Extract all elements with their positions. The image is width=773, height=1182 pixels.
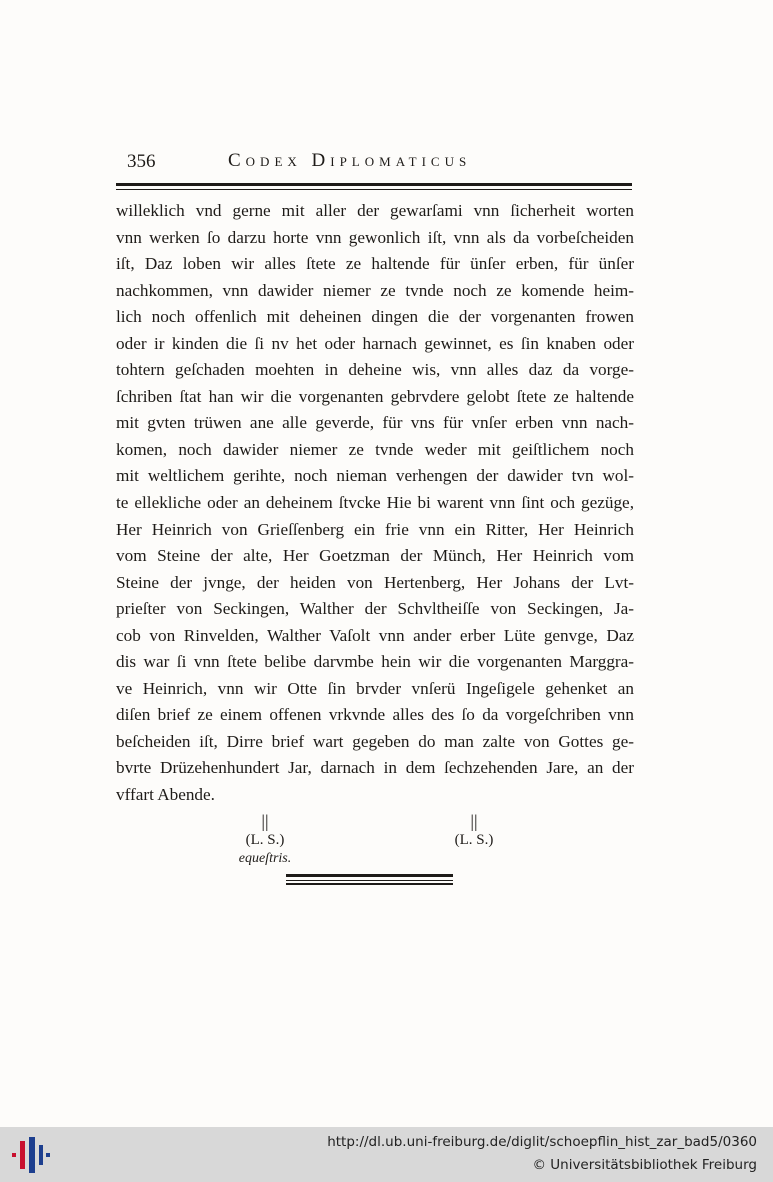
text-line: Her Heinrich von Grieſſenberg ein frie vnn ein Ritter, Her Heinrich <box>116 519 634 539</box>
text-line: nachkommen, vnn dawider niemer ze tvnde noch ze komende heim- <box>116 280 634 300</box>
text-line: iſt, Daz loben wir alles ſtete ze haltende für ünſer erben, für ünſer <box>116 254 634 274</box>
document-url-link[interactable]: http://dl.ub.uni-freiburg.de/diglit/schoepflin_hist_zar_bad5/0360 <box>327 1134 757 1150</box>
text-line: prieſter von Seckingen, Walther der Schvltheiſſe von Seckingen, Ja- <box>116 599 634 619</box>
copyright-notice: © Universitätsbibliothek Freiburg <box>532 1157 757 1173</box>
text-line: lich noch offenlich mit deheinen dingen die der vorgenanten frowen <box>116 307 634 327</box>
text-line: willeklich vnd gerne mit aller der gewarſami vnn ſicherheit worten <box>116 201 634 220</box>
text-line: ve Heinrich, vnn wir Otte ſin brvder vnſerü Ingeſigele gehenket an <box>116 678 634 698</box>
seal-mark-left <box>233 812 297 868</box>
body-text <box>116 198 634 809</box>
text-line: oder ir kinden die ſi nv het oder harnach gewinnet, es ſin knaben oder <box>116 333 634 353</box>
text-line: cob von Rinvelden, Walther Vaſolt vnn ander erber Lüte genvge, Daz <box>116 625 634 645</box>
text-line: mit gvten trüwen ane alle geverde, für vns für vnſer erben vnn nach- <box>116 413 634 433</box>
text-line: vnn werken ſo darzu horte vnn gewonlich iſt, vnn als da vorbeſcheiden <box>116 227 634 247</box>
text-line: vom Steine der alte, Her Goetzman der Münch, Her Heinrich vom <box>116 546 634 566</box>
text-line: tohtern geſchaden moehten in deheine wis, vnn alles daz da vorge- <box>116 360 634 380</box>
text-line: dis war ſi vnn ſtete belibe darvmbe hein wir die vorgenanten Marggra- <box>116 652 634 672</box>
closing-rule-thin <box>286 880 453 881</box>
header-rule-thin <box>116 189 632 190</box>
seal-note: equeſtris. <box>238 851 292 866</box>
closing-rule-thick <box>286 874 453 877</box>
closing-rule-bottom <box>286 883 453 885</box>
page-number: 356 <box>127 151 156 172</box>
viewer-footer <box>0 1127 773 1182</box>
text-line: bvrte Drüzehenhundert Jar, darnach in dem ſechzehenden Jare, an der <box>116 758 634 778</box>
seal-label: (L. S.) <box>454 832 494 848</box>
text-line: Steine der jvnge, der heiden von Hertenberg, Her Johans der Lvt- <box>116 572 634 592</box>
text-line: diſen brief ze einem offenen vrkvnde alles des ſo da vorgeſchriben vnn <box>116 705 634 725</box>
header-rule-thick <box>116 183 632 186</box>
seal-cord-icon: || <box>261 811 269 831</box>
seal-cord-icon: || <box>470 811 478 831</box>
text-line: vffart Abende. <box>116 785 215 805</box>
seal-label: (L. S.) <box>245 832 285 848</box>
ub-freiburg-logo-icon <box>12 1137 50 1173</box>
running-head: Codex Diplomaticus <box>228 150 472 171</box>
text-line: te ellekliche oder an deheinem ſtvcke Hie bi warent vnn ſint och gezüge, <box>116 493 634 513</box>
text-line: mit weltlichem gerihte, noch nieman verhengen der dawider tvn wol- <box>116 466 634 486</box>
seal-mark-right <box>446 812 502 850</box>
text-line: beſcheiden iſt, Dirre brief wart gegeben do man zalte von Gottes ge- <box>116 731 634 751</box>
text-line: komen, noch dawider niemer ze tvnde weder mit geiſtlichem noch <box>116 439 634 459</box>
text-line: ſchriben ſtat han wir die vorgenanten gebrvdere gelobt ſtete ze haltende <box>116 386 634 406</box>
